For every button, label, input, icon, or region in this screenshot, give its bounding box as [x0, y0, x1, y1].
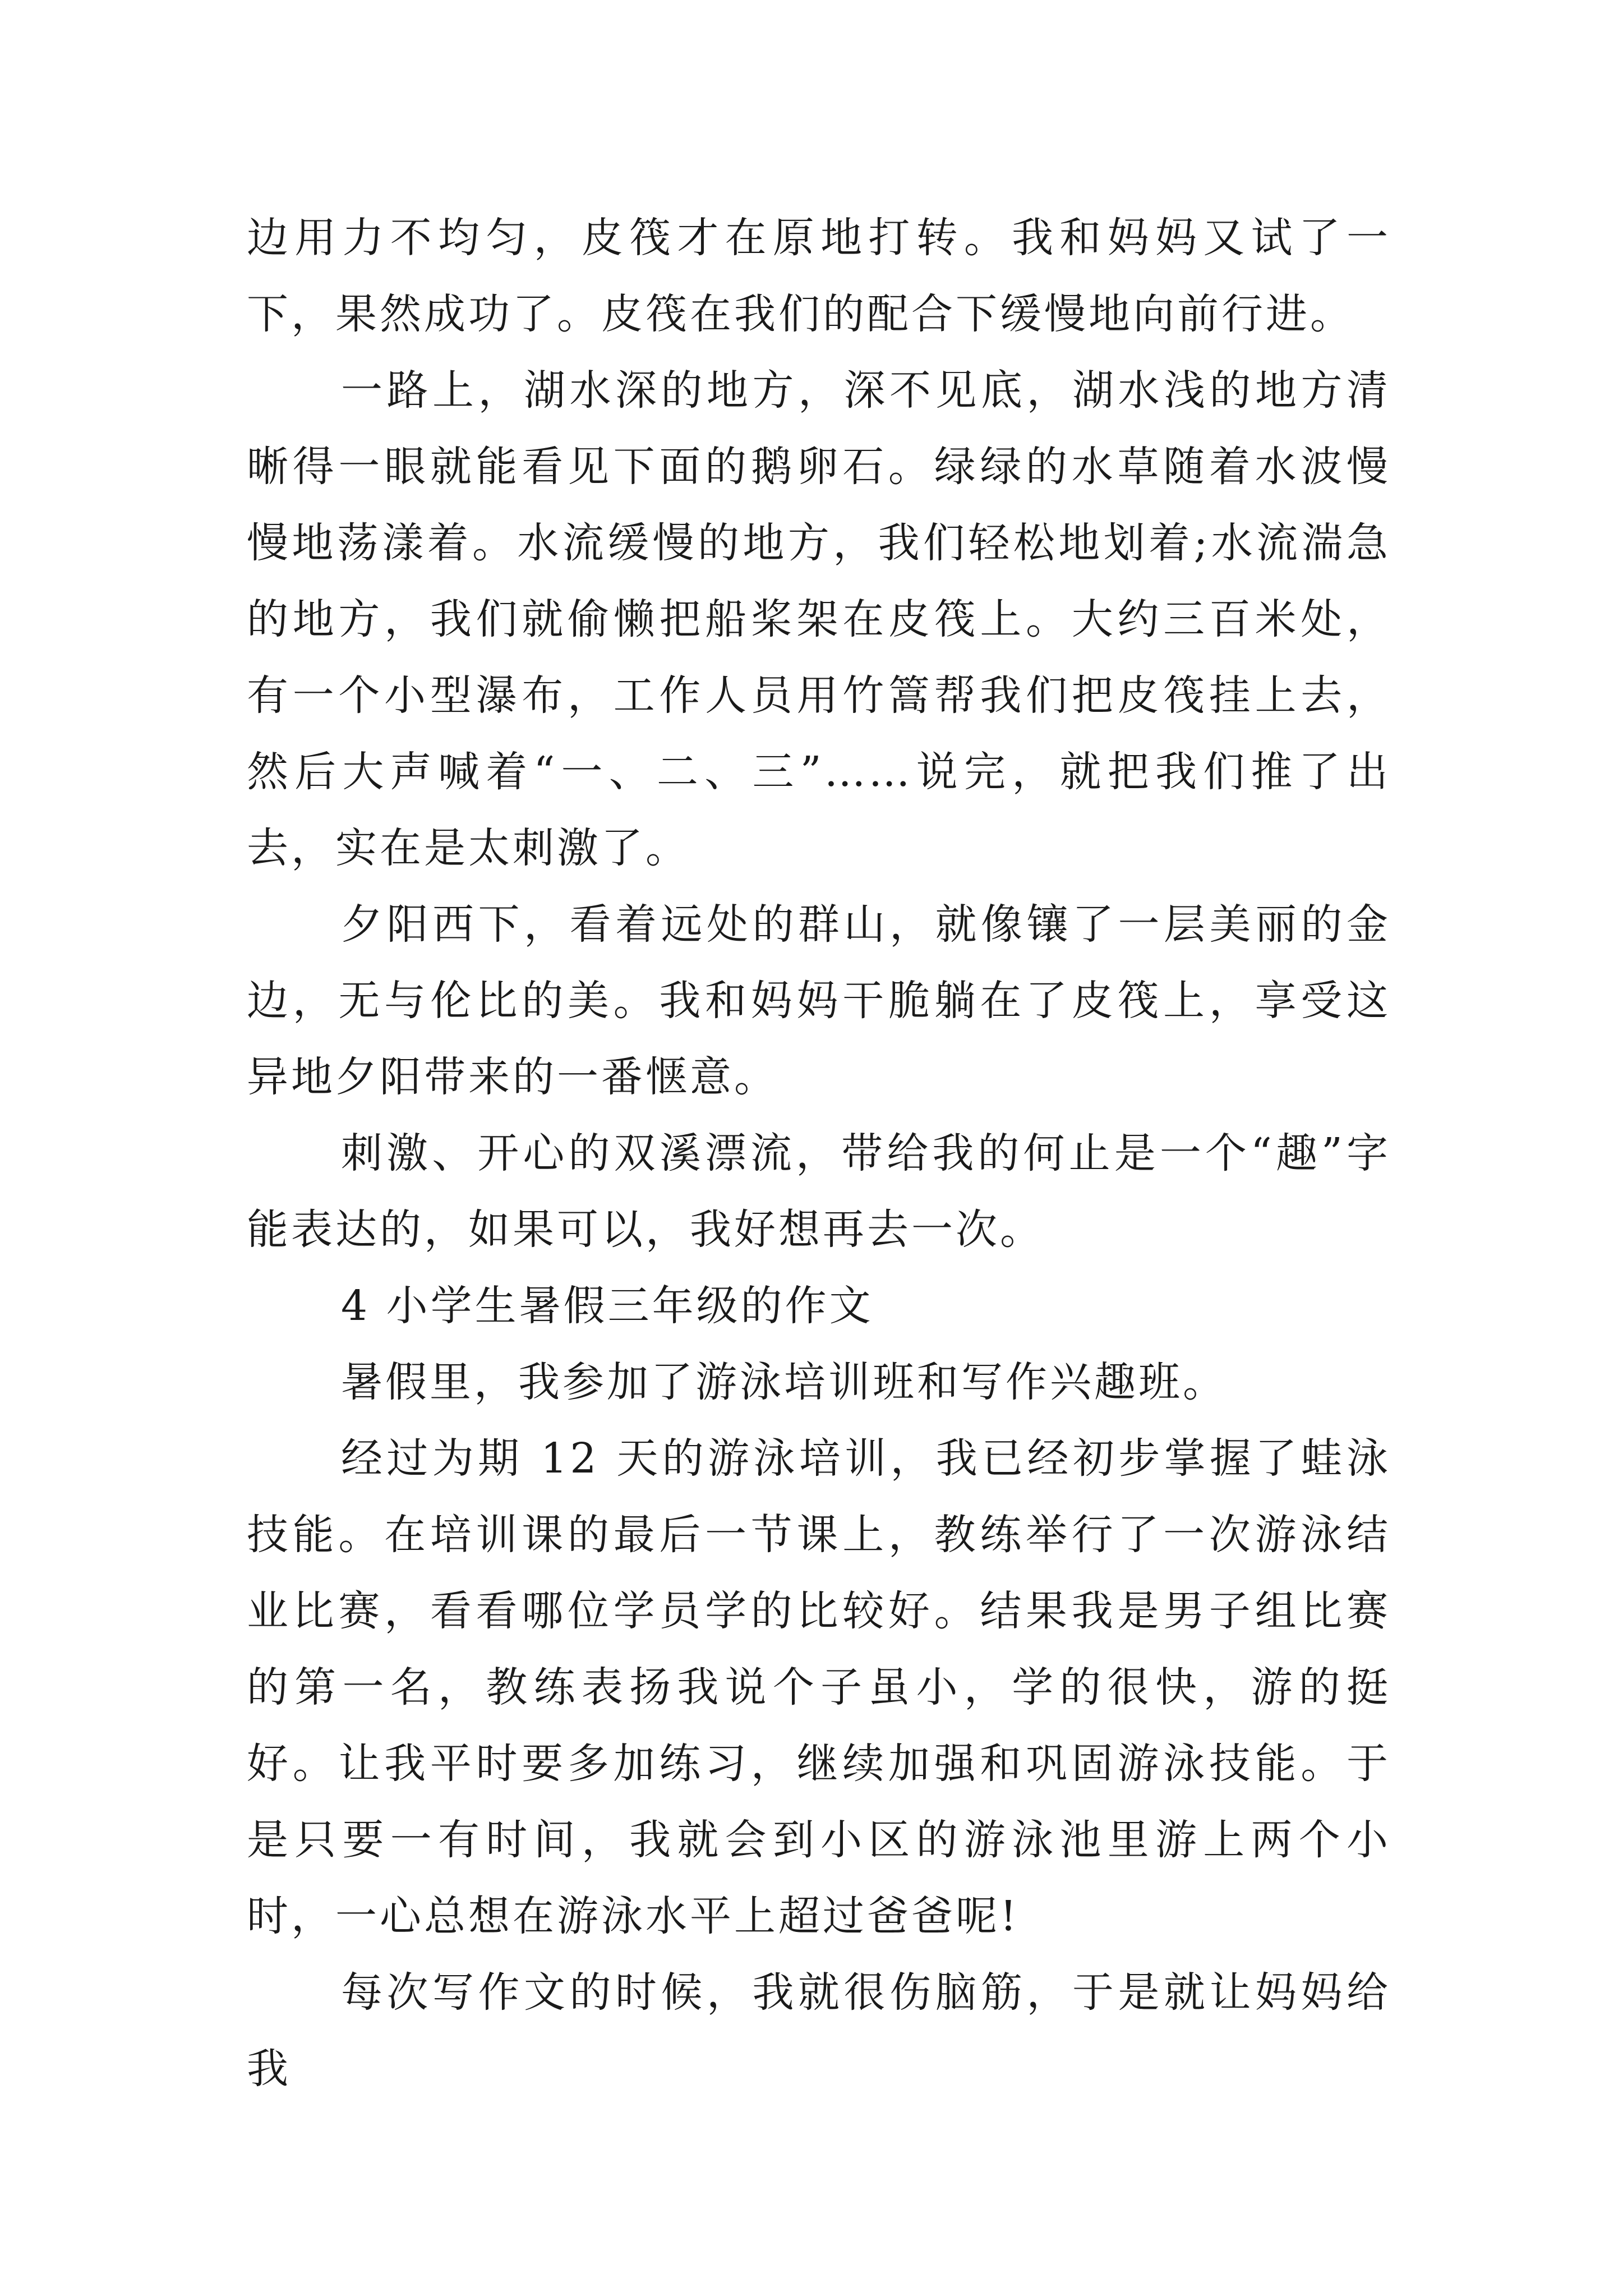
paragraph-summer-classes: 暑假里，我参加了游泳培训班和写作兴趣班。: [341, 1358, 1227, 1406]
paragraph-writing: 每次写作文的时候，我就很伤脑筋，于是就让妈妈给我: [247, 1968, 1391, 2093]
paragraph-sunset: 夕阳西下，看着远处的群山，就像镶了一层美丽的金边，无与伦比的美。我和妈妈干脆躺在了皮筏上，享受这异地夕阳带来的一番惬意。: [247, 900, 1391, 1101]
paragraph-swimming: 经过为期 12 天的游泳培训，我已经初步掌握了蛙泳技能。在培训课的最后一节课上，教练举行了一次游泳结业比赛，看看哪位学员学的比较好。结果我是男子组比赛的第一名，教练表扬我说个子虽小，学的很快，游的挺好。让我平时要多加练习，继续加强和巩固游泳技能。于是只要一有时间，我就会到小区的游泳池里游上两个小时，一心总想在游泳水平上超过爸爸呢!: [247, 1434, 1391, 1940]
paragraph-lake-journey: 一路上，湖水深的地方，深不见底，湖水浅的地方清晰得一眼就能看见下面的鹅卵石。绿绿的水草随着水波慢慢地荡漾着。水流缓慢的地方，我们轻松地划着;水流湍急的地方，我们就偷懒把船桨架在皮筏上。大约三百米处，有一个小型瀑布，工作人员用竹篙帮我们把皮筏挂上去，然后大声喊着“一、二、三”……说完，就把我们推了出去，实在是太刺激了。: [247, 366, 1391, 872]
paragraph-conclusion: 刺激、开心的双溪漂流，带给我的何止是一个“趣”字能表达的，如果可以，我好想再去一次。: [247, 1129, 1391, 1254]
paragraph-continuation: 边用力不均匀，皮筏才在原地打转。我和妈妈又试了一下，果然成功了。皮筏在我们的配合下缓慢地向前行进。: [247, 214, 1391, 338]
body-text: [247, 200, 1391, 2107]
section-heading: 4 小学生暑假三年级的作文: [341, 1282, 874, 1330]
